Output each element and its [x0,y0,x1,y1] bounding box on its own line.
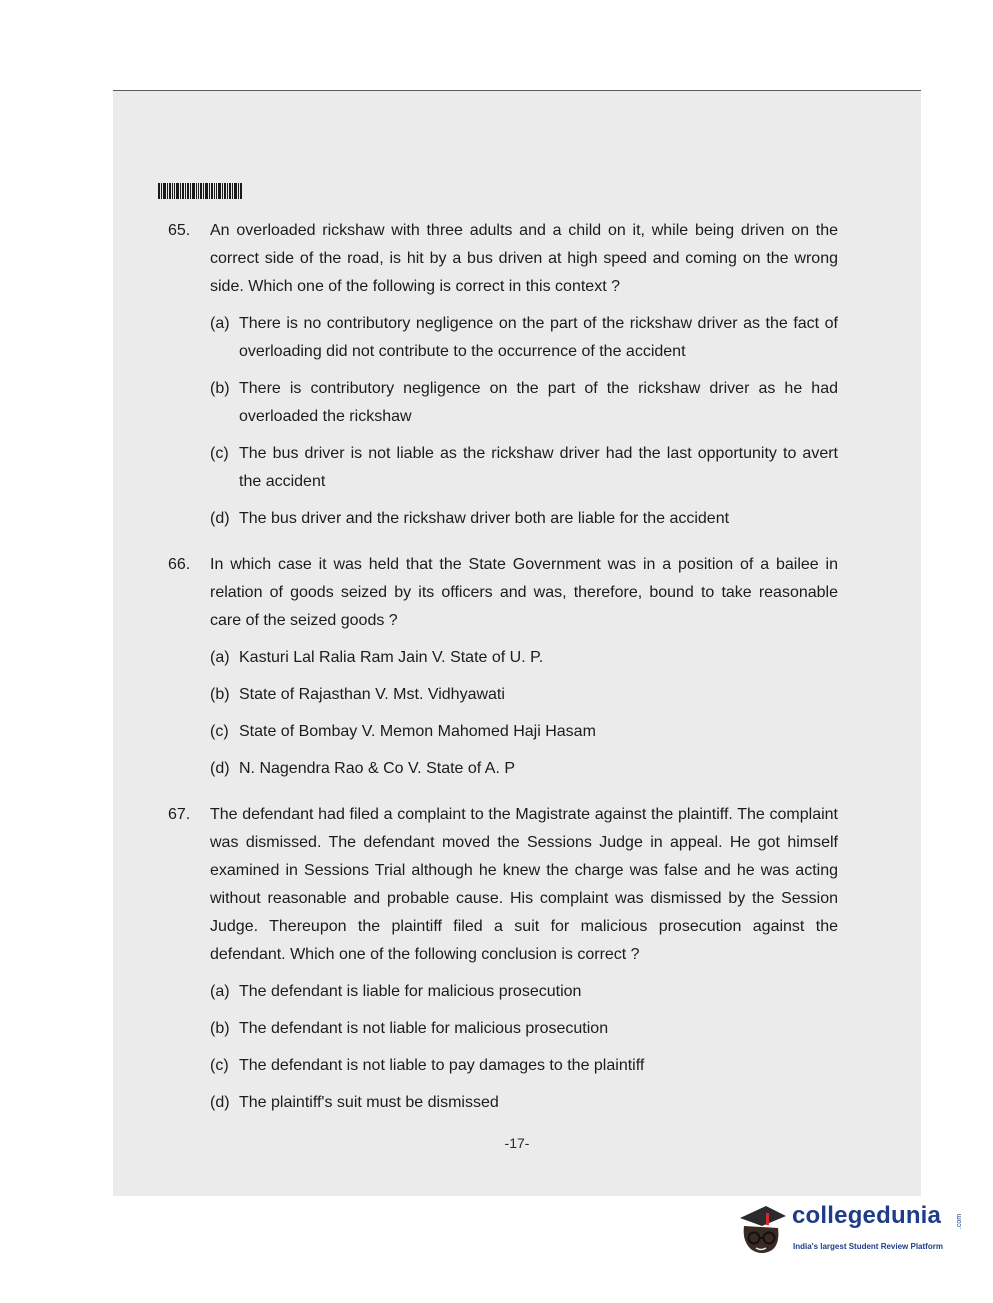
option-label: (d) [210,510,230,527]
option-text: The defendant is liable for malicious prosecution [239,983,582,1000]
page-number: -17- [504,1135,530,1151]
option-text: There is no contributory negligence on the part of the rickshaw driver as the fact of overloading did not contribute to the occurrence of the accident [239,315,838,360]
option-label: (b) [210,380,230,397]
question-number: 67. [168,806,191,823]
option-text: State of Bombay V. Memon Mahomed Haji Hasam [239,723,596,740]
option-c [210,1052,838,1080]
option-c [210,718,838,746]
option-text: The defendant is not liable to pay damages to the plaintiff [239,1057,645,1074]
option-list [210,310,838,533]
option-b [210,375,838,431]
option-text: N. Nagendra Rao & Co V. State of A. P [239,760,516,777]
option-text: The defendant is not liable for malicious prosecution [239,1020,609,1037]
option-label: (a) [210,983,230,1000]
option-text: Kasturi Lal Ralia Ram Jain V. State of U. P. [239,649,544,666]
option-label: (c) [210,723,229,740]
barcode-icon [158,183,242,199]
option-text: There is contributory negligence on the part of the rickshaw driver as he had overloaded the rickshaw [239,380,838,425]
scanned-page [113,90,921,1196]
option-a [210,644,838,672]
option-a [210,978,838,1006]
option-label: (d) [210,1094,230,1111]
brand-tagline: India's largest Student Review Platform [793,1242,943,1251]
option-label: (c) [210,445,229,462]
option-b [210,681,838,709]
option-label: (d) [210,760,230,777]
question-text: The defendant had filed a complaint to the Magistrate against the plaintiff. The complaint was dismissed. The defendant moved the Sessions Judge in appeal. He got himself examined in Sessions Trial although he knew the charge was false and he was acting without reasonable and probable cause. His complaint was dismissed by the Session Judge. Thereupon the plaintiff filed a suit for malicious prosecution against the defendant. Which one of the following conclusion is correct ? [210,806,838,963]
option-label: (b) [210,686,230,703]
option-list [210,978,838,1117]
option-label: (a) [210,649,230,666]
question-number: 65. [168,222,191,239]
option-label: (a) [210,315,230,332]
option-d [210,505,838,533]
question-number: 66. [168,556,191,573]
brand-suffix: .com [956,1213,964,1230]
option-text: The bus driver is not liable as the rickshaw driver had the last opportunity to avert the accident [239,445,838,490]
option-a [210,310,838,366]
option-text: The bus driver and the rickshaw driver both are liable for the accident [239,510,730,527]
option-d [210,755,838,783]
brand-name: collegedunia [792,1202,942,1229]
question-65 [168,217,838,533]
collegedunia-watermark [736,1196,976,1266]
question-text: In which case it was held that the State Government was in a position of a bailee in relation of goods seized by its officers and was, therefore, bound to take reasonable care of the seized goods ? [210,556,838,629]
option-label: (b) [210,1020,230,1037]
option-text: The plaintiff's suit must be dismissed [239,1094,499,1111]
question-66 [168,551,838,783]
option-text: State of Rajasthan V. Mst. Vidhyawati [239,686,505,703]
option-d [210,1089,838,1117]
graduate-face-icon [736,1198,790,1260]
option-list [210,644,838,783]
option-label: (c) [210,1057,229,1074]
option-b [210,1015,838,1043]
question-67 [168,801,838,1117]
question-text: An overloaded rickshaw with three adults and a child on it, while being driven on the correct side of the road, is hit by a bus driven at high speed and coming on the wrong side. Which one of the following is correct in this context ? [210,222,838,295]
option-c [210,440,838,496]
